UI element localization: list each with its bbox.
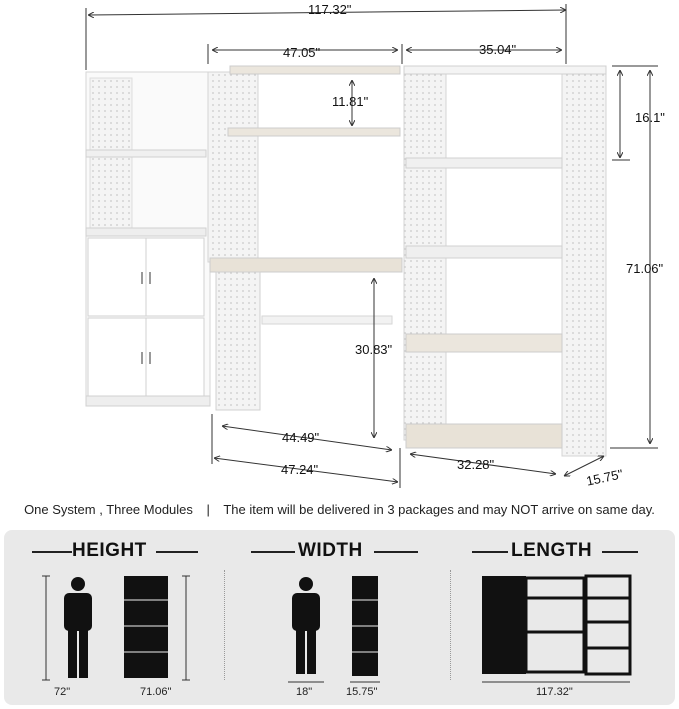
left-cabinet-module bbox=[86, 72, 210, 406]
width-title-rule-right bbox=[374, 551, 418, 553]
length-title-rule-right bbox=[602, 551, 638, 553]
person-silhouette-width bbox=[292, 577, 320, 674]
dim-top-shelf-gap: 16.1" bbox=[635, 110, 665, 125]
dim-upper-shelf-gap: 11.81" bbox=[332, 94, 369, 109]
cabinet-silhouette-length bbox=[482, 576, 526, 674]
length-unit-label: 117.32" bbox=[536, 686, 573, 698]
dim-shelf-module-width: 35.04" bbox=[479, 42, 517, 57]
dim-overall-height: 71.06" bbox=[626, 261, 664, 276]
cabinet-silhouette-height bbox=[124, 576, 168, 678]
height-title-rule-right bbox=[156, 551, 198, 553]
caption-right: The item will be delivered in 3 packages and may NOT arrive on same day. bbox=[223, 502, 655, 517]
bookshelf-module bbox=[404, 66, 606, 456]
person-silhouette-height bbox=[64, 577, 92, 678]
divider-right bbox=[450, 570, 451, 680]
dim-desk-inner-width: 44.49" bbox=[282, 430, 320, 445]
dim-desk-height: 30.83" bbox=[355, 342, 393, 357]
height-title-rule-left bbox=[32, 551, 72, 553]
delivery-caption bbox=[0, 502, 679, 517]
divider-left bbox=[224, 570, 225, 680]
dim-total-width: 117.32" bbox=[308, 2, 352, 17]
height-person-label: 72" bbox=[54, 686, 71, 698]
shelf-outline-length bbox=[526, 576, 630, 674]
caption-left: One System , Three Modules bbox=[24, 502, 193, 517]
width-unit-label: 15.75" bbox=[346, 686, 378, 698]
length-title: LENGTH bbox=[511, 540, 593, 561]
width-comparison-figure bbox=[274, 570, 404, 690]
dim-depth: 15.75" bbox=[584, 466, 625, 489]
caption-separator: | bbox=[206, 502, 210, 517]
dim-desk-outer-width: 47.24" bbox=[281, 462, 319, 477]
height-comparison-figure bbox=[34, 570, 214, 690]
length-title-rule-left bbox=[472, 551, 508, 553]
height-title: HEIGHT bbox=[72, 540, 147, 561]
size-comparison-panel bbox=[4, 530, 675, 705]
cabinet-silhouette-width bbox=[352, 576, 378, 676]
dim-desk-module-width: 47.05" bbox=[283, 45, 321, 60]
width-person-label: 18" bbox=[296, 686, 313, 698]
desk-module bbox=[208, 66, 402, 410]
width-title-rule-left bbox=[251, 551, 295, 553]
height-unit-label: 71.06" bbox=[140, 686, 172, 698]
dim-shelf-inner-width: 32.28" bbox=[457, 457, 495, 472]
width-title: WIDTH bbox=[298, 540, 363, 561]
length-comparison-figure bbox=[476, 570, 641, 690]
